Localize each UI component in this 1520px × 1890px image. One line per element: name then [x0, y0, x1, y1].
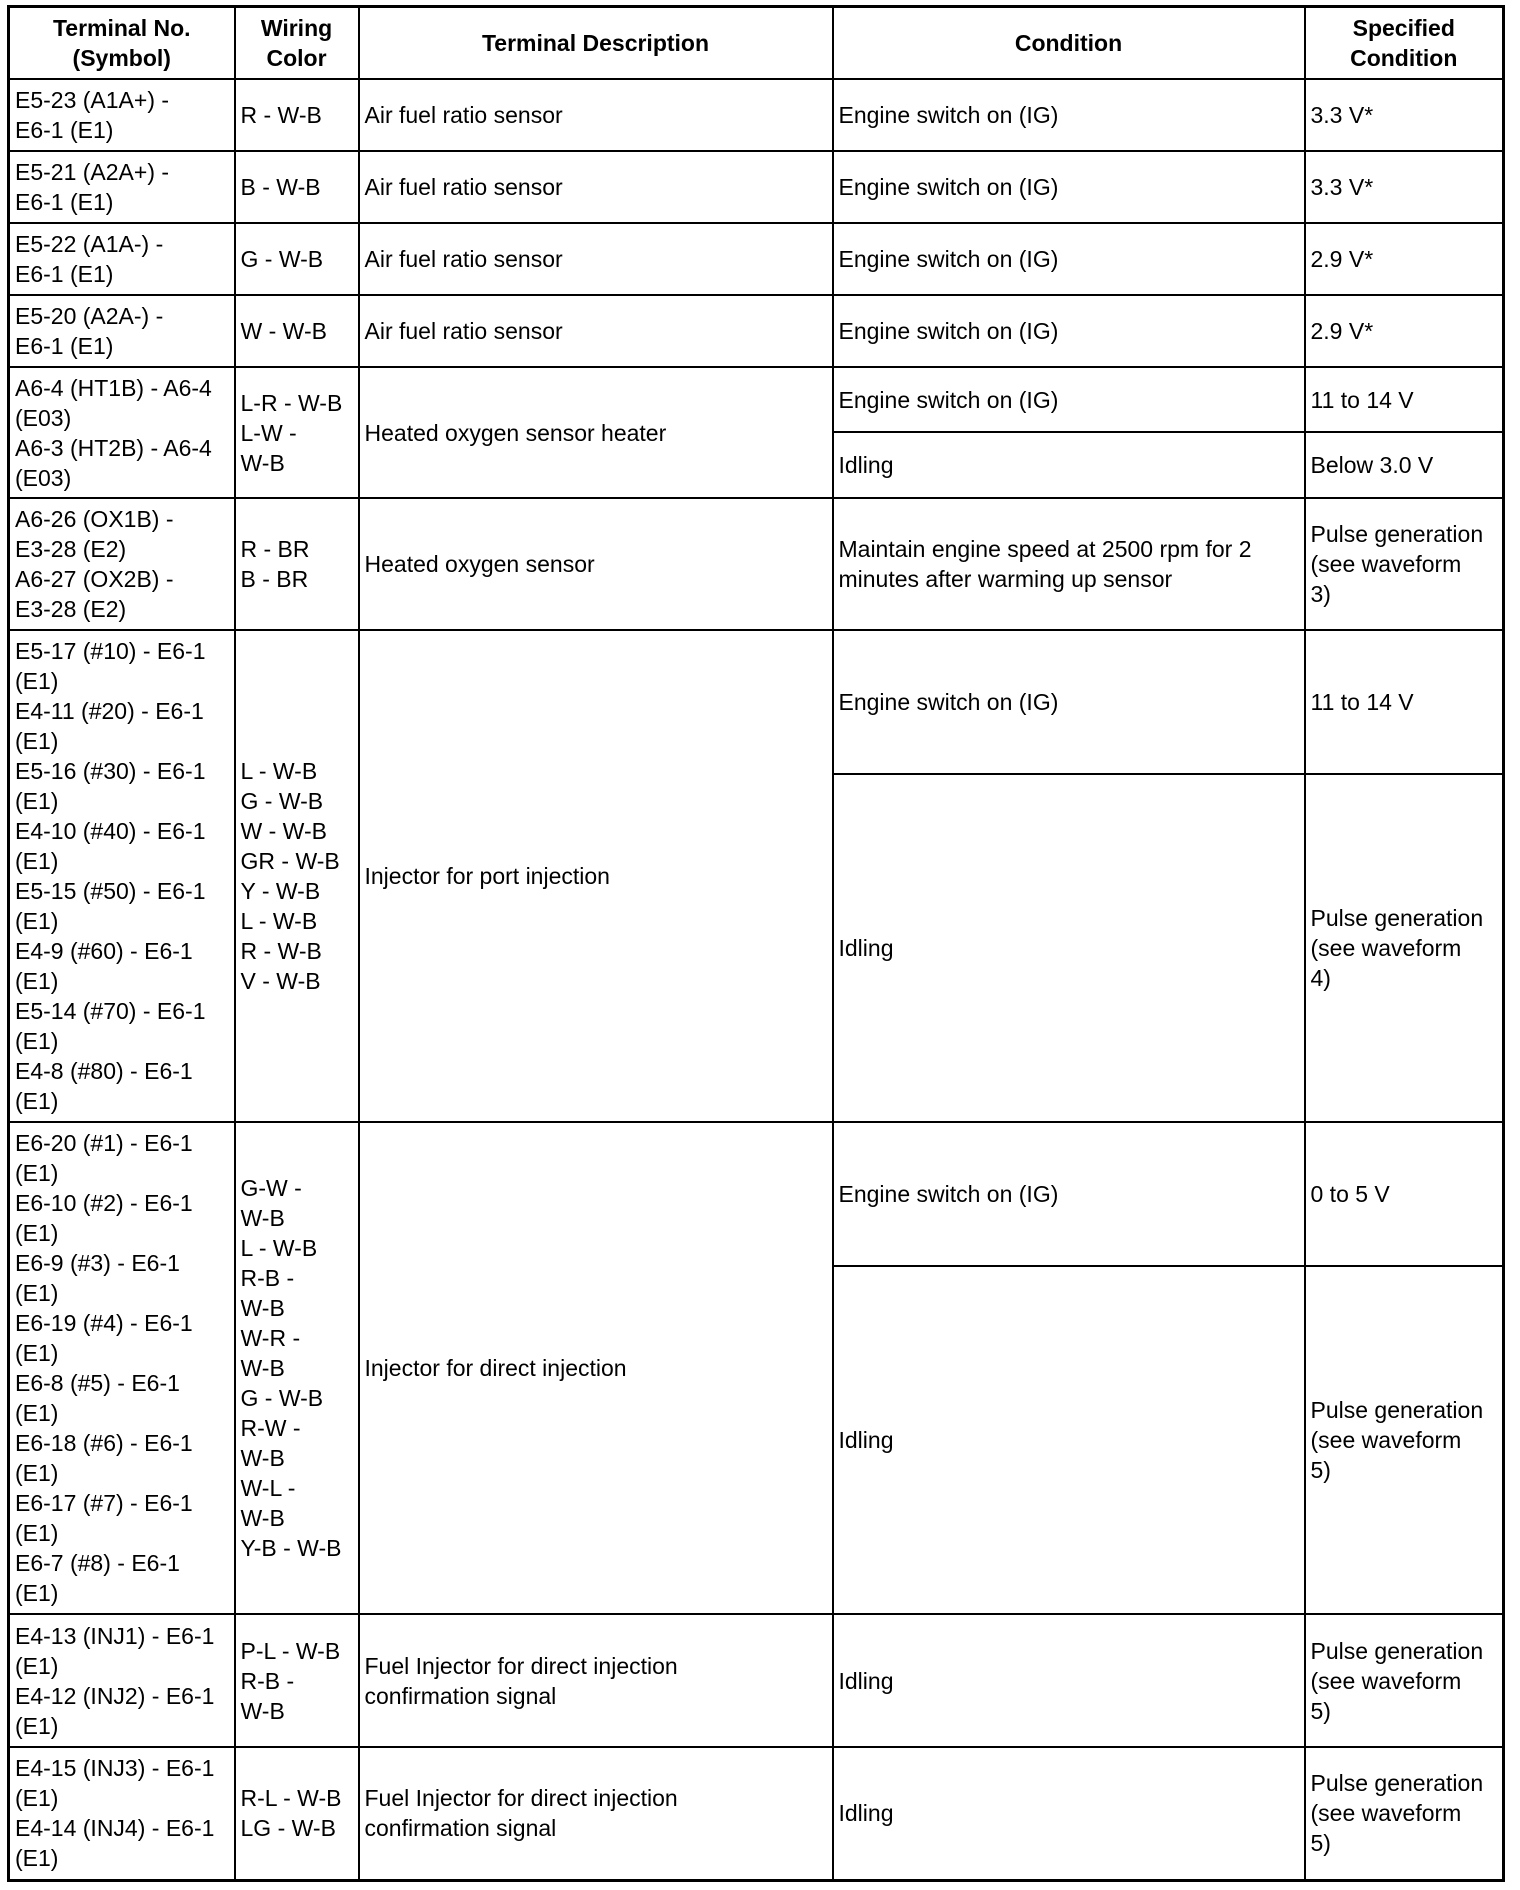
specified-cell: 11 to 14 V: [1305, 367, 1504, 432]
specified-cell: 11 to 14 V: [1305, 630, 1504, 774]
specified-cell: 3.3 V*: [1305, 151, 1504, 223]
description-cell: Air fuel ratio sensor: [359, 79, 833, 151]
description-cell: Air fuel ratio sensor: [359, 223, 833, 295]
table-row: [9, 223, 1504, 295]
condition-cell: Engine switch on (IG): [833, 367, 1305, 432]
wiring-cell: R - W-B: [235, 79, 359, 151]
wiring-cell: W - W-B: [235, 295, 359, 367]
specified-cell: 2.9 V*: [1305, 295, 1504, 367]
specified-cell: 0 to 5 V: [1305, 1122, 1504, 1266]
condition-cell: Maintain engine speed at 2500 rpm for 2 minutes after warming up sensor: [833, 498, 1305, 630]
specified-cell: Pulse generation (see waveform 5): [1305, 1614, 1504, 1747]
description-cell: Injector for direct injection: [359, 1122, 833, 1614]
condition-cell: Idling: [833, 1614, 1305, 1747]
description-cell: Fuel Injector for direct injection confirmation signal: [359, 1747, 833, 1880]
specified-cell: 3.3 V*: [1305, 79, 1504, 151]
condition-cell: Engine switch on (IG): [833, 1122, 1305, 1266]
specified-cell: 2.9 V*: [1305, 223, 1504, 295]
table-row: [9, 498, 1504, 630]
description-cell: Heated oxygen sensor: [359, 498, 833, 630]
condition-cell: Engine switch on (IG): [833, 151, 1305, 223]
specified-cell: Pulse generation (see waveform 4): [1305, 774, 1504, 1122]
terminal-cell: E5-21 (A2A+) - E6-1 (E1): [9, 151, 235, 223]
header-wiring: Wiring Color: [235, 7, 359, 80]
description-cell: Air fuel ratio sensor: [359, 295, 833, 367]
terminal-cell: E5-20 (A2A-) - E6-1 (E1): [9, 295, 235, 367]
terminal-cell: E5-23 (A1A+) - E6-1 (E1): [9, 79, 235, 151]
terminal-table: [7, 5, 1505, 1882]
condition-cell: Idling: [833, 774, 1305, 1122]
description-cell: Air fuel ratio sensor: [359, 151, 833, 223]
condition-cell: Engine switch on (IG): [833, 79, 1305, 151]
table-row: [9, 1614, 1504, 1747]
description-cell: Heated oxygen sensor heater: [359, 367, 833, 498]
specified-cell: Pulse generation (see waveform 3): [1305, 498, 1504, 630]
condition-cell: Idling: [833, 432, 1305, 498]
table-row: [9, 295, 1504, 367]
terminal-cell: E5-22 (A1A-) - E6-1 (E1): [9, 223, 235, 295]
table-row: [9, 1747, 1504, 1880]
terminal-cell: E6-20 (#1) - E6-1 (E1) E6-10 (#2) - E6-1 (E1) E6-9 (#3) - E6-1 (E1) E6-19 (#4) - E6-1 (E1) E6-8 (#5) - E6-1 (E1) E6-18 (#6) - E6-1 (E1) E6-17 (#7) - E6-1 (E1) E6-7 (#8) - E6-1 (E1): [9, 1122, 235, 1614]
terminal-cell: E4-15 (INJ3) - E6-1 (E1) E4-14 (INJ4) - E6-1 (E1): [9, 1747, 235, 1880]
specified-cell: Pulse generation (see waveform 5): [1305, 1747, 1504, 1880]
header-description: Terminal Description: [359, 7, 833, 80]
condition-cell: Engine switch on (IG): [833, 295, 1305, 367]
specified-cell: Pulse generation (see waveform 5): [1305, 1266, 1504, 1614]
description-cell: Fuel Injector for direct injection confirmation signal: [359, 1614, 833, 1747]
terminal-cell: A6-4 (HT1B) - A6-4 (E03) A6-3 (HT2B) - A6-4 (E03): [9, 367, 235, 498]
table-row: [9, 367, 1504, 432]
table-row: [9, 79, 1504, 151]
wiring-cell: P-L - W-B R-B - W-B: [235, 1614, 359, 1747]
header-specified: Specified Condition: [1305, 7, 1504, 80]
wiring-cell: L-R - W-B L-W - W-B: [235, 367, 359, 498]
terminal-table-container: [7, 5, 1502, 1882]
wiring-cell: R-L - W-B LG - W-B: [235, 1747, 359, 1880]
specified-cell: Below 3.0 V: [1305, 432, 1504, 498]
wiring-cell: G-W - W-B L - W-B R-B - W-B W-R - W-B G - W-B R-W - W-B W-L - W-B Y-B - W-B: [235, 1122, 359, 1614]
terminal-cell: A6-26 (OX1B) - E3-28 (E2) A6-27 (OX2B) - E3-28 (E2): [9, 498, 235, 630]
wiring-cell: L - W-B G - W-B W - W-B GR - W-B Y - W-B L - W-B R - W-B V - W-B: [235, 630, 359, 1122]
wiring-cell: G - W-B: [235, 223, 359, 295]
header-terminal: Terminal No. (Symbol): [9, 7, 235, 80]
terminal-cell: E4-13 (INJ1) - E6-1 (E1) E4-12 (INJ2) - E6-1 (E1): [9, 1614, 235, 1747]
table-row: [9, 1122, 1504, 1266]
condition-cell: Idling: [833, 1747, 1305, 1880]
wiring-cell: R - BR B - BR: [235, 498, 359, 630]
terminal-cell: E5-17 (#10) - E6-1 (E1) E4-11 (#20) - E6-1 (E1) E5-16 (#30) - E6-1 (E1) E4-10 (#40) - E6-1 (E1) E5-15 (#50) - E6-1 (E1) E4-9 (#60) - E6-1 (E1) E5-14 (#70) - E6-1 (E1) E4-8 (#80) - E6-1 (E1): [9, 630, 235, 1122]
table-row: [9, 630, 1504, 774]
table-row: [9, 151, 1504, 223]
header-row: [9, 7, 1504, 80]
condition-cell: Idling: [833, 1266, 1305, 1614]
wiring-cell: B - W-B: [235, 151, 359, 223]
condition-cell: Engine switch on (IG): [833, 630, 1305, 774]
description-cell: Injector for port injection: [359, 630, 833, 1122]
header-condition: Condition: [833, 7, 1305, 80]
condition-cell: Engine switch on (IG): [833, 223, 1305, 295]
